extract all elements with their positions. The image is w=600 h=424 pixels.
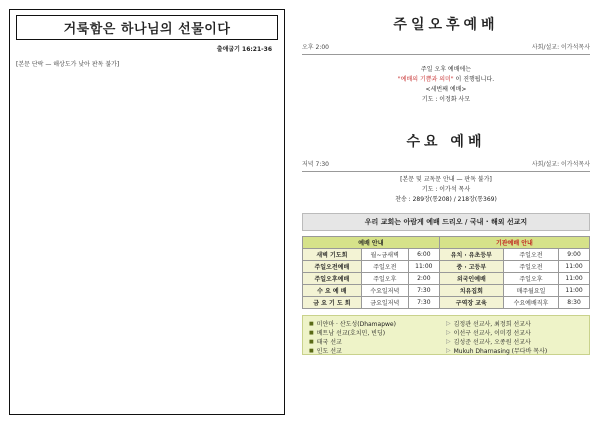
schedule-cell-name-l: 수 요 예 배: [303, 285, 362, 297]
scripture-reference: 출애굽기 16:21-36: [216, 46, 272, 53]
missionary-country: [309, 328, 446, 337]
missionary-country: [309, 337, 446, 346]
schedule-body: [303, 249, 590, 309]
schedule-cell-time-l: 6:00: [408, 249, 439, 261]
afternoon-line3: <세번째 예배>: [425, 86, 467, 93]
schedule-cell-name-r: 구역장 교육: [439, 297, 503, 309]
afternoon-time: 오후 2:00: [302, 44, 329, 51]
schedule-cell-day-r: 매주월요일: [503, 285, 558, 297]
missionary-names-label: Mukuh Dharnasing (무다바 목사): [453, 348, 548, 355]
missionary-country: [309, 346, 446, 355]
schedule-cell-name-r: 치유집회: [439, 285, 503, 297]
schedule-cell-day-l: 주일오전: [361, 261, 408, 273]
afternoon-service-title: 주일오후예배: [393, 17, 499, 33]
schedule-cell-time-r: 9:00: [559, 249, 590, 261]
schedule-cell-time-r: 11:00: [559, 285, 590, 297]
schedule-cell-day-l: 금요일저녁: [361, 297, 408, 309]
sermon-title: 거룩함은 하나님의 선물이다: [16, 15, 278, 40]
schedule-cell-name-r: 중 · 고등부: [439, 261, 503, 273]
worship-schedule-header: 예배 안내: [303, 237, 440, 249]
chevron-right-icon: ▷: [446, 329, 451, 336]
schedule-cell-time-r: 11:00: [559, 273, 590, 285]
sermon-body: [16, 61, 278, 69]
wednesday-details: [302, 175, 590, 205]
schedule-cell-time-l: 7:30: [408, 285, 439, 297]
missionary-country-label: 인도 선교: [316, 348, 342, 355]
missionary-names: [446, 346, 583, 355]
chevron-right-icon: ▷: [446, 347, 451, 354]
chevron-right-icon: ▷: [446, 338, 451, 345]
square-bullet-icon: ■: [309, 338, 314, 345]
schedule-cell-time-r: 11:00: [559, 261, 590, 273]
schedule-row: [303, 285, 590, 297]
schedule-cell-name-r: 외국인예배: [439, 273, 503, 285]
schedule-cell-time-l: 11:00: [408, 261, 439, 273]
schedule-cell-time-r: 8:30: [559, 297, 590, 309]
schedule-cell-name-l: 주일오전예배: [303, 261, 362, 273]
missionary-names-label: 김성준 선교사, 오종원 선교사: [453, 339, 531, 346]
missionary-country-label: 미얀마 · 산도성(Dhamapwe): [316, 321, 396, 328]
wednesday-text: [본문 및 교독문 안내 — 판독 불가]: [400, 176, 492, 183]
missionary-list: [302, 315, 590, 355]
schedule-row: [303, 261, 590, 273]
schedule-cell-day-l: 수요일저녁: [361, 285, 408, 297]
afternoon-prayer: 기도 : 이정화 사모: [421, 96, 471, 103]
schedule-cell-name-l: 금 요 기 도 회: [303, 297, 362, 309]
missionary-country-label: 태국 선교: [316, 339, 342, 346]
wednesday-time: 저녁 7:30: [302, 161, 329, 168]
sermon-panel: [9, 9, 285, 415]
afternoon-officiant: 사회/설교: 이가석목사: [531, 44, 590, 51]
wednesday-hymns: 찬송 : 289장(통208) / 218장(통369): [395, 196, 497, 203]
afternoon-info-row: [302, 42, 590, 51]
schedule-header-row: [303, 237, 590, 249]
schedule-row: [303, 297, 590, 309]
missionary-names-label: 이선구 선교사, 이미경 선교사: [453, 330, 531, 337]
chevron-right-icon: ▷: [446, 320, 451, 327]
schedule-cell-day-r: 주일오후: [503, 273, 558, 285]
schedule-cell-day-l: 주일오후: [361, 273, 408, 285]
square-bullet-icon: ■: [309, 320, 314, 327]
missionary-names: [446, 328, 583, 337]
divider: [302, 171, 590, 172]
afternoon-line2-rest: 이 진행됩니다.: [455, 76, 495, 83]
wednesday-officiant: 사회/설교: 이가석목사: [531, 161, 590, 168]
wednesday-prayer: 기도 : 이가석 목사: [421, 186, 471, 193]
schedule-cell-name-l: 주일오후예배: [303, 273, 362, 285]
afternoon-line2-highlight: "예배의 기쁨과 의미": [397, 76, 454, 83]
divider: [302, 54, 590, 55]
schedule-cell-name-l: 새벽 기도회: [303, 249, 362, 261]
afternoon-notice: [302, 65, 590, 105]
schedule-row: [303, 273, 590, 285]
wednesday-service-title: 수요 예배: [406, 134, 486, 150]
mission-banner: 우리 교회는 아람게 예배 드리오 / 국내 · 해외 선교지: [302, 213, 590, 231]
schedule-cell-day-r: 주일오전: [503, 261, 558, 273]
group-schedule-header: 기관예배 안내: [439, 237, 589, 249]
square-bullet-icon: ■: [309, 329, 314, 336]
missionary-country: [309, 319, 446, 328]
sermon-paragraph: [본문 단락 — 해상도가 낮아 판독 불가]: [16, 61, 120, 68]
missionary-country-label: 베트남 선교(호치민, 빈딩): [316, 330, 386, 337]
schedule-cell-time-l: 2:00: [408, 273, 439, 285]
missionary-names: [446, 319, 583, 328]
schedule-cell-name-r: 유치 · 유초등부: [439, 249, 503, 261]
right-column: [302, 14, 590, 416]
schedule-cell-time-l: 7:30: [408, 297, 439, 309]
missionary-names-label: 김정관 선교사, 최정희 선교사: [453, 321, 531, 328]
schedule-row: [303, 249, 590, 261]
missionary-names: [446, 337, 583, 346]
schedule-cell-day-r: 수요예배직후: [503, 297, 558, 309]
square-bullet-icon: ■: [309, 347, 314, 354]
schedule-cell-day-l: 월~금새벽: [361, 249, 408, 261]
afternoon-line2: [302, 75, 590, 85]
schedule-cell-day-r: 주일오전: [503, 249, 558, 261]
schedule-table: [302, 236, 590, 309]
afternoon-line1: 주일 오후 예배에는: [420, 66, 472, 73]
wednesday-info-row: [302, 159, 590, 168]
